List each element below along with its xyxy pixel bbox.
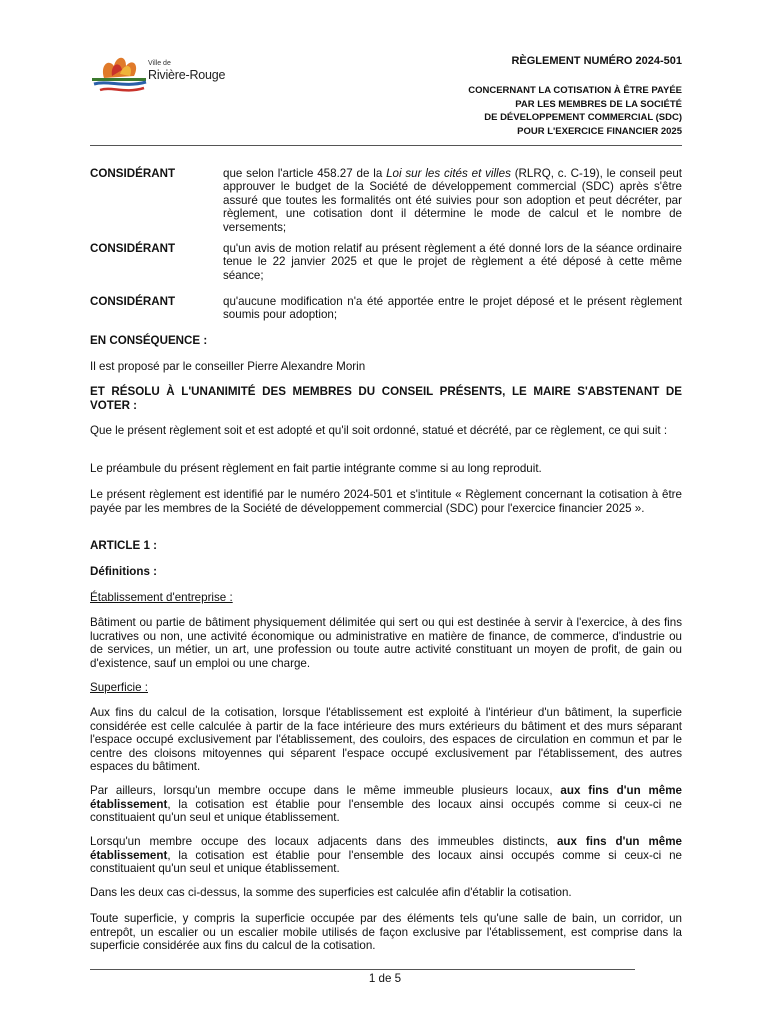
emphasis: aux fins d'un même établissement <box>90 835 682 862</box>
considerant-label: CONSIDÉRANT <box>90 295 176 308</box>
definitions-heading: Définitions : <box>90 565 157 578</box>
page-number: 1 de 5 <box>368 972 402 985</box>
regulation-number: RÈGLEMENT NUMÉRO 2024-501 <box>511 55 682 67</box>
considerant-text: qu'un avis de motion relatif au présent règlement a été donné lors de la séance ordinaire tenue le 22 janvier 2025 et que le projet de règlement a été déposé à cette même séance; <box>223 242 682 282</box>
text-span: (RLRQ, c. C-19), le conseil peut approuver le budget de la Société de développement commercial (SDC) après s'être assuré que toutes les formalités ont été suivies pour son adoption et peut décréter, par règlement, une cotisation dont il détermine le mode de calcul et le nombre de versements; <box>223 167 683 234</box>
text-span: , la cotisation est établie pour l'ensemble des locaux ainsi occupés comme si ceux-ci ne constituaient qu'un seul et unique établissement. <box>90 848 682 875</box>
paragraph-toute-superficie: Toute superficie, y compris la superficie occupée par des éléments tels qu'une salle de bain, un corridor, un entrepôt, un escalier ou un escalier mobile utilisés de façon exclusive par l'établissement, est comprise dans la superficie considérée aux fins du calcul de la cotisation. <box>90 912 682 952</box>
considerant-text: qu'aucune modification n'a été apportée entre le projet déposé et le présent règlement soumis pour adoption; <box>223 295 682 322</box>
logo-small-text: Ville de <box>148 60 171 67</box>
consequence-heading: EN CONSÉQUENCE : <box>90 334 208 347</box>
text-span: , la cotisation est établie pour l'ensemble des locaux ainsi occupés comme si ceux-ci ne constituaient qu'un seul et unique établissement. <box>90 797 682 824</box>
definition-term: Superficie : <box>90 681 148 694</box>
resolution-heading: ET RÉSOLU À L'UNANIMITÉ DES MEMBRES DU CONSEIL PRÉSENTS, LE MAIRE S'ABSTENANT DE VOTER : <box>90 385 682 412</box>
proposer-line: Il est proposé par le conseiller Pierre Alexandre Morin <box>90 360 366 373</box>
subtitle-line: CONCERNANT LA COTISATION À ÊTRE PAYÉE <box>468 85 682 96</box>
text-span: que selon l'article 458.27 de la <box>223 167 387 180</box>
regulation-header <box>468 55 682 138</box>
logo-emblem-icon <box>90 48 148 96</box>
considerant-label: CONSIDÉRANT <box>90 167 176 180</box>
paragraph-adjacents <box>90 835 682 876</box>
paragraph-deux-cas: Dans les deux cas ci-dessus, la somme des superficies est calculée afin d'établir la cotisation. <box>90 886 572 899</box>
definition-term: Établissement d'entreprise : <box>90 591 233 604</box>
text-span: Lorsqu'un membre occupe des locaux adjacents dans des immeubles distincts, <box>90 835 557 848</box>
footer-divider <box>90 969 635 970</box>
article-heading: ARTICLE 1 : <box>90 539 157 552</box>
regulation-subtitle <box>468 84 682 138</box>
logo-name: Rivière-Rouge <box>148 68 226 82</box>
considerant-label: CONSIDÉRANT <box>90 242 176 255</box>
paragraph-ailleurs <box>90 784 682 825</box>
definition-text: Aux fins du calcul de la cotisation, lorsque l'établissement est exploité à l'intérieur d'un bâtiment, la superficie considérée est celle calculée à partir de la face intérieure des murs extérieurs du bâtiment et des murs séparant l'espace occupé exclusivement par l'établissement, des couloirs, des espaces de circulation en commun et par le centre des cloisons mitoyennes qui séparent l'espace occupé exclusivement par l'établissement, des autres espaces du bâtiment. <box>90 706 682 773</box>
subtitle-line: POUR L'EXERCICE FINANCIER 2025 <box>517 125 682 137</box>
subtitle-line: DE DÉVELOPPEMENT COMMERCIAL (SDC) <box>484 112 682 123</box>
definition-text: Bâtiment ou partie de bâtiment physiquement délimitée qui sert ou qui est destinée à servir à l'exercice, à des fins lucratives ou non, une activité économique ou administrative en matière de finance, de commerce, d'industrie ou de services, un métier, un art, une profession ou toute autre activité constituant un moyen de profit, de gain ou d'existence, sauf un emploi ou une charge. <box>90 616 682 670</box>
law-title: Loi sur les cités et villes <box>386 167 511 180</box>
title-paragraph: Le présent règlement est identifié par le numéro 2024-501 et s'intitule « Règlement concernant la cotisation à être payée par les membres de la Société de développement commercial (SDC) pour l'exercice financier 2025 ». <box>90 488 682 515</box>
header-divider <box>90 145 682 146</box>
municipal-logo <box>90 48 240 96</box>
emphasis: aux fins d'un même établissement <box>90 784 682 811</box>
enactment-paragraph: Que le présent règlement soit et est adopté et qu'il soit ordonné, statué et décrété, par ce règlement, ce qui suit : <box>90 424 668 437</box>
text-span: Par ailleurs, lorsqu'un membre occupe dans le même immeuble plusieurs locaux, <box>90 784 561 797</box>
subtitle-line: PAR LES MEMBRES DE LA SOCIÉTÉ <box>515 98 682 110</box>
considerant-text <box>223 167 682 234</box>
preamble-paragraph: Le préambule du présent règlement en fait partie intégrante comme si au long reproduit. <box>90 462 542 475</box>
